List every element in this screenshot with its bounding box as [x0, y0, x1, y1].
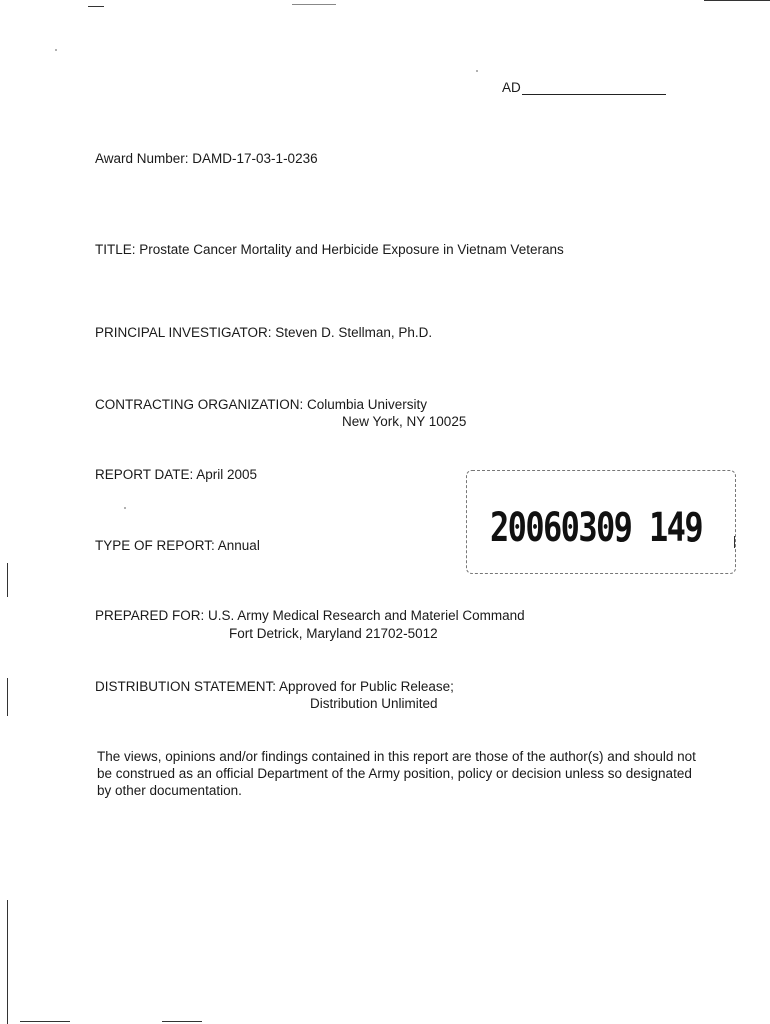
scan-edge-left-2 [7, 678, 8, 716]
ad-label: AD [502, 80, 521, 95]
prepared-for: PREPARED FOR: U.S. Army Medical Research and Materiel Command [95, 608, 525, 623]
prepared-for-address: Fort Detrick, Maryland 21702-5012 [229, 626, 438, 641]
report-date: REPORT DATE: April 2005 [95, 467, 258, 482]
contracting-organization-address: New York, NY 10025 [342, 414, 467, 429]
scan-edge-top-center [292, 4, 336, 5]
ad-underline [522, 94, 666, 95]
scan-edge-bottom-center [162, 1021, 202, 1022]
speck [55, 49, 57, 51]
speck [124, 507, 126, 509]
principal-investigator: PRINCIPAL INVESTIGATOR: Steven D. Stellman, Ph.D. [95, 325, 433, 340]
scan-edge-left-1 [7, 563, 8, 597]
report-type: TYPE OF REPORT: Annual [95, 538, 260, 553]
award-number: Award Number: DAMD-17-03-1-0236 [95, 151, 318, 166]
scan-edge-top-left [88, 6, 104, 7]
scan-edge-left-3 [7, 900, 8, 1024]
speck [476, 70, 478, 72]
distribution-statement: DISTRIBUTION STATEMENT: Approved for Public Release; [95, 679, 454, 694]
disclaimer-paragraph: The views, opinions and/or findings contained in this report are those of the author(s) and should not be construed as an official Department of the Army position, policy or decision unless so designated by other documentation. [97, 749, 696, 798]
scan-edge-bottom-left [20, 1021, 70, 1022]
scan-edge-top-right [704, 0, 770, 1]
report-title: TITLE: Prostate Cancer Mortality and Herbicide Exposure in Vietnam Veterans [95, 242, 564, 257]
contracting-organization: CONTRACTING ORGANIZATION: Columbia University [95, 397, 428, 412]
stamp-number: 20060309 149 [490, 505, 702, 551]
distribution-statement-detail: Distribution Unlimited [310, 696, 438, 711]
